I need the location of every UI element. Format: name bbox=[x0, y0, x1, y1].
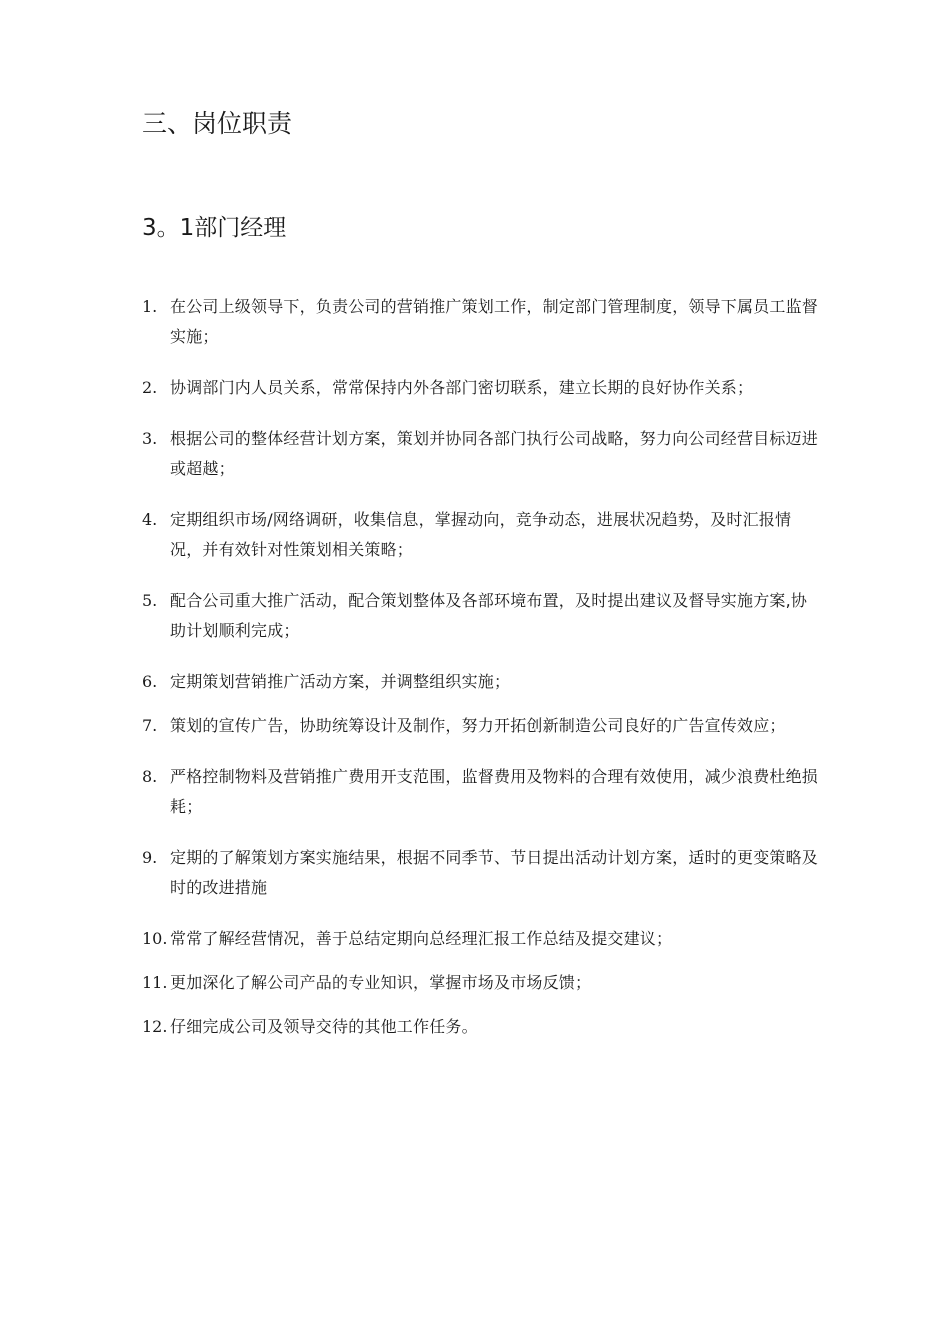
section-title: 三、岗位职责 bbox=[142, 109, 293, 138]
list-item bbox=[142, 1012, 822, 1042]
list-item bbox=[142, 667, 822, 697]
list-item bbox=[142, 762, 822, 822]
list-item-number: 8. bbox=[142, 767, 158, 786]
list-item-number: 9. bbox=[142, 848, 158, 867]
list-item-number: 6. bbox=[142, 672, 158, 691]
list-item-text: 定期策划营销推广活动方案，并调整组织实施； bbox=[170, 672, 511, 691]
list-item-text: 配合公司重大推广活动，配合策划整体及各部环境布置，及时提出建议及督导实施方案,协助计划顺利完成； bbox=[170, 591, 808, 640]
list-item bbox=[142, 924, 822, 954]
list-item bbox=[142, 586, 822, 646]
duty-list bbox=[142, 292, 822, 1063]
list-item-text: 定期的了解策划方案实施结果，根据不同季节、节日提出活动计划方案，适时的更变策略及时的改进措施 bbox=[170, 848, 819, 897]
list-item bbox=[142, 711, 822, 741]
list-item bbox=[142, 968, 822, 998]
list-item-text: 更加深化了解公司产品的专业知识，掌握市场及市场反馈； bbox=[170, 973, 592, 992]
list-item bbox=[142, 843, 822, 903]
list-item-text: 仔细完成公司及领导交待的其他工作任务。 bbox=[170, 1017, 478, 1036]
list-item-number: 2. bbox=[142, 378, 158, 397]
list-item-number: 1. bbox=[142, 297, 158, 316]
list-item-text: 根据公司的整体经营计划方案，策划并协同各部门执行公司战略，努力向公司经营目标迈进或超越； bbox=[170, 429, 819, 478]
list-item-number: 10. bbox=[142, 929, 168, 948]
list-item-text: 在公司上级领导下，负责公司的营销推广策划工作，制定部门管理制度，领导下属员工监督实施； bbox=[170, 297, 819, 346]
list-item-number: 4. bbox=[142, 510, 158, 529]
list-item-number: 5. bbox=[142, 591, 158, 610]
subsection-title: 3。1部门经理 bbox=[142, 215, 287, 241]
list-item-number: 3. bbox=[142, 429, 158, 448]
list-item bbox=[142, 424, 822, 484]
list-item-number: 7. bbox=[142, 716, 158, 735]
list-item-text: 常常了解经营情况，善于总结定期向总经理汇报工作总结及提交建议； bbox=[170, 929, 673, 948]
list-item-text: 策划的宣传广告，协助统筹设计及制作，努力开拓创新制造公司良好的广告宣传效应； bbox=[170, 716, 786, 735]
list-item bbox=[142, 292, 822, 352]
list-item-number: 12. bbox=[142, 1017, 168, 1036]
list-item-text: 协调部门内人员关系，常常保持内外各部门密切联系，建立长期的良好协作关系； bbox=[170, 378, 754, 397]
list-item bbox=[142, 373, 822, 403]
list-item-text: 定期组织市场/网络调研，收集信息，掌握动向，竞争动态，进展状况趋势，及时汇报情况，并有效针对性策划相关策略； bbox=[170, 510, 792, 559]
list-item bbox=[142, 505, 822, 565]
list-item-text: 严格控制物料及营销推广费用开支范围，监督费用及物料的合理有效使用，减少浪费杜绝损耗； bbox=[170, 767, 819, 816]
list-item-number: 11. bbox=[142, 973, 168, 992]
